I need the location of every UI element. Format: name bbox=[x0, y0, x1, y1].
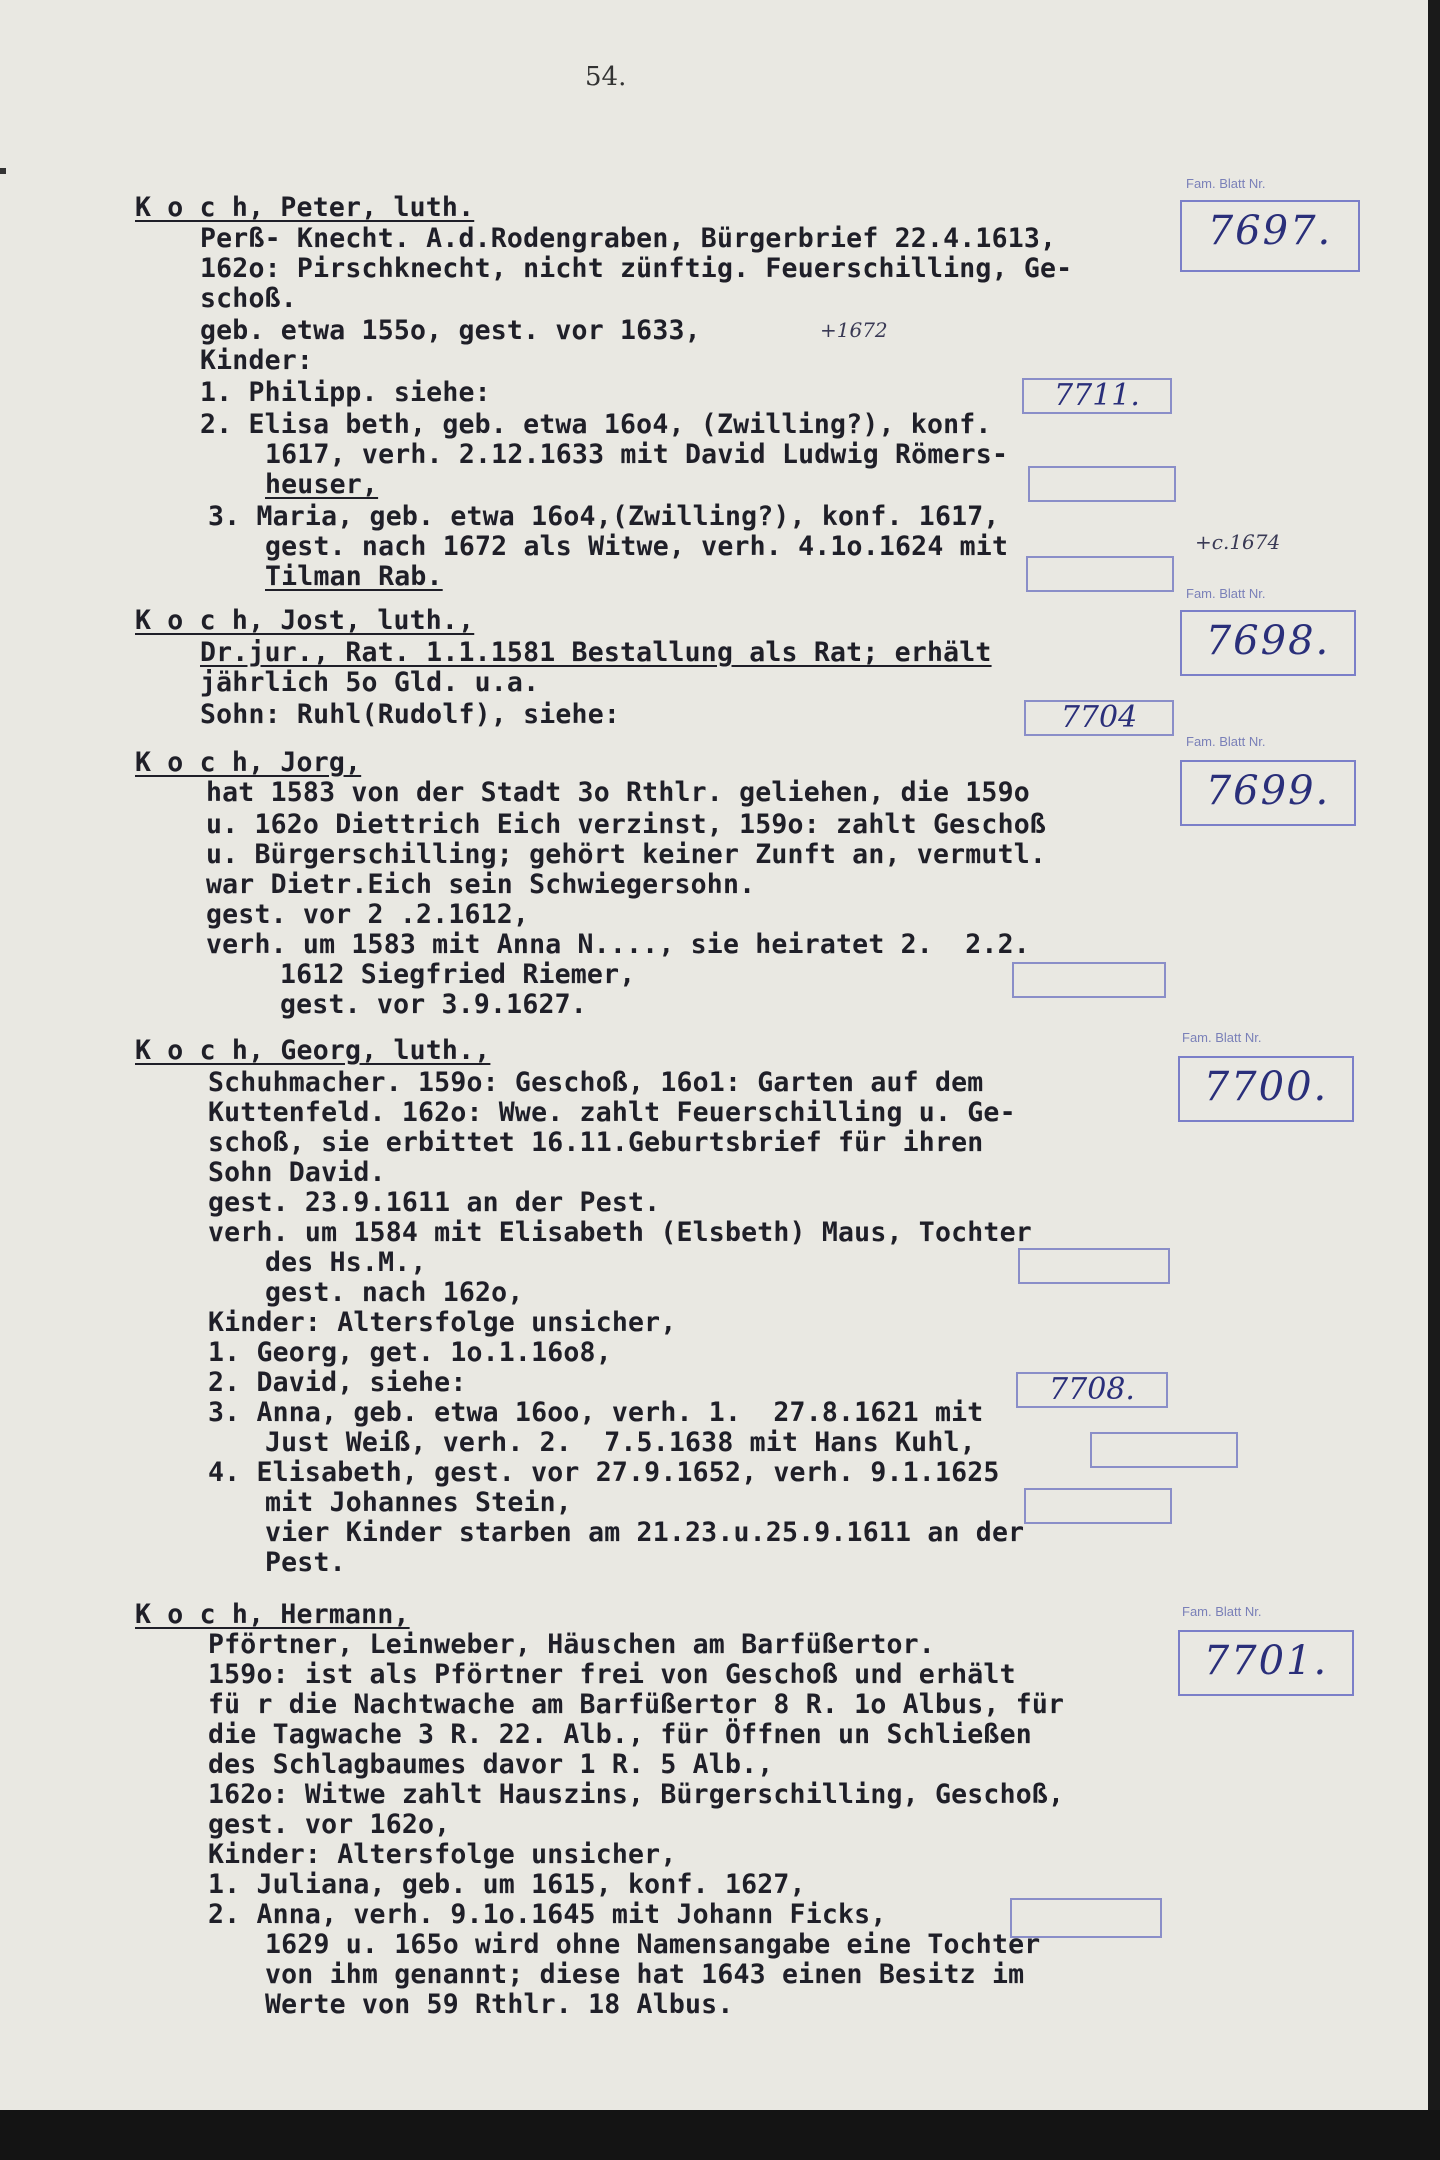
fam-number-box bbox=[1180, 760, 1356, 826]
reference-number: 7704 bbox=[1060, 700, 1138, 735]
entry-line: 162o: Witwe zahlt Hauszins, Bürgerschilling, Geschoß, bbox=[208, 1779, 1065, 1810]
entry-line: u. Bürgerschilling; gehört keiner Zunft an, vermutl. bbox=[206, 839, 1047, 870]
fam-number: 7697. bbox=[1207, 208, 1333, 254]
reference-box bbox=[1016, 1372, 1168, 1408]
fam-number: 7700. bbox=[1203, 1064, 1329, 1110]
entry-line: mit Johannes Stein, bbox=[265, 1487, 572, 1518]
pencil-note: +c.1674 bbox=[1195, 530, 1281, 554]
fam-number: 7699. bbox=[1205, 768, 1331, 814]
fam-blatt-label: Fam. Blatt Nr. bbox=[1186, 176, 1266, 191]
reference-box-empty bbox=[1028, 466, 1176, 502]
entry-heading: K o c h, Jost, luth., bbox=[135, 605, 475, 636]
scan-border bbox=[0, 2110, 1440, 2160]
entry-line: 159o: ist als Pförtner frei von Geschoß und erhält bbox=[208, 1659, 1016, 1690]
entry-line: gest. vor 162o, bbox=[208, 1809, 451, 1840]
fam-number: 7698. bbox=[1205, 618, 1331, 664]
entry-line: u. 162o Diettrich Eich verzinst, 159o: zahlt Geschoß bbox=[206, 809, 1047, 840]
entry-line: 1. Philipp. siehe: bbox=[200, 377, 491, 408]
reference-box bbox=[1024, 700, 1174, 736]
fam-blatt-label: Fam. Blatt Nr. bbox=[1186, 586, 1266, 601]
entry-line: Kinder: Altersfolge unsicher, bbox=[208, 1307, 677, 1338]
entry-line: Dr.jur., Rat. 1.1.1581 Bestallung als Rat; erhält bbox=[200, 637, 992, 668]
entry-heading: K o c h, Peter, luth. bbox=[135, 192, 475, 223]
entry-line: 1617, verh. 2.12.1633 mit David Ludwig Römers- bbox=[265, 439, 1009, 470]
entry-line: Just Weiß, verh. 2. 7.5.1638 mit Hans Kuhl, bbox=[265, 1427, 976, 1458]
entry-line: schoß, sie erbittet 16.11.Geburtsbrief für ihren bbox=[208, 1127, 984, 1158]
entry-line: verh. um 1584 mit Elisabeth (Elsbeth) Maus, Tochter bbox=[208, 1217, 1032, 1248]
entry-line: vier Kinder starben am 21.23.u.25.9.1611 an der bbox=[265, 1517, 1025, 1548]
entry-line: die Tagwache 3 R. 22. Alb., für Öffnen un Schließen bbox=[208, 1719, 1032, 1750]
pencil-note: +1672 bbox=[820, 318, 888, 342]
entry-line: jährlich 5o Gld. u.a. bbox=[200, 667, 540, 698]
entry-line: 3. Anna, geb. etwa 16oo, verh. 1. 27.8.1621 mit bbox=[208, 1397, 984, 1428]
fam-number: 7701. bbox=[1203, 1638, 1329, 1684]
entry-line: fü r die Nachtwache am Barfüßertor 8 R. 1o Albus, für bbox=[208, 1689, 1065, 1720]
entry-line: Sohn: Ruhl(Rudolf), siehe: bbox=[200, 699, 621, 730]
entry-line: heuser, bbox=[265, 469, 379, 500]
entry-line: 2. Anna, verh. 9.1o.1645 mit Johann Ficks, bbox=[208, 1899, 887, 1930]
entry-heading: K o c h, Georg, luth., bbox=[135, 1035, 491, 1066]
fam-number-box bbox=[1180, 610, 1356, 676]
reference-box-empty bbox=[1024, 1488, 1172, 1524]
entry-line: gest. vor 2 .2.1612, bbox=[206, 899, 530, 930]
entry-line: 162o: Pirschknecht, nicht zünftig. Feuerschilling, Ge- bbox=[200, 253, 1073, 284]
entry-line: 2. David, siehe: bbox=[208, 1367, 467, 1398]
entry-line: 1612 Siegfried Riemer, bbox=[280, 959, 636, 990]
reference-box-empty bbox=[1012, 962, 1166, 998]
entry-line: Pförtner, Leinweber, Häuschen am Barfüßertor. bbox=[208, 1629, 935, 1660]
entry-line: gest. 23.9.1611 an der Pest. bbox=[208, 1187, 661, 1218]
entry-line: 2. Elisa beth, geb. etwa 16o4, (Zwilling?), konf. bbox=[200, 409, 992, 440]
entry-heading: K o c h, Hermann, bbox=[135, 1599, 410, 1630]
reference-box-empty bbox=[1026, 556, 1174, 592]
entry-line: gest. vor 3.9.1627. bbox=[280, 989, 587, 1020]
entry-line: war Dietr.Eich sein Schwiegersohn. bbox=[206, 869, 756, 900]
entry-line: Perß- Knecht. A.d.Rodengraben, Bürgerbrief 22.4.1613, bbox=[200, 223, 1057, 254]
entry-line: Schuhmacher. 159o: Geschoß, 16o1: Garten auf dem bbox=[208, 1067, 984, 1098]
entry-line: verh. um 1583 mit Anna N...., sie heiratet 2. 2.2. bbox=[206, 929, 1030, 960]
fam-number-box bbox=[1178, 1630, 1354, 1696]
entry-line: geb. etwa 155o, gest. vor 1633, bbox=[200, 315, 701, 346]
page-edge-mark bbox=[0, 168, 6, 174]
page-number: 54. bbox=[585, 62, 627, 92]
entry-line: Pest. bbox=[265, 1547, 346, 1578]
fam-blatt-label: Fam. Blatt Nr. bbox=[1182, 1030, 1262, 1045]
reference-box-empty bbox=[1018, 1248, 1170, 1284]
entry-heading: K o c h, Jorg, bbox=[135, 747, 362, 778]
fam-number-box bbox=[1180, 200, 1360, 272]
entry-line: Kinder: bbox=[200, 345, 314, 376]
entry-line: 1. Georg, get. 1o.1.16o8, bbox=[208, 1337, 612, 1368]
entry-line: 3. Maria, geb. etwa 16o4,(Zwilling?), konf. 1617, bbox=[208, 501, 1000, 532]
entry-line: 1. Juliana, geb. um 1615, konf. 1627, bbox=[208, 1869, 806, 1900]
reference-box-empty bbox=[1010, 1898, 1162, 1938]
fam-blatt-label: Fam. Blatt Nr. bbox=[1186, 734, 1266, 749]
fam-number-box bbox=[1178, 1056, 1354, 1122]
reference-box bbox=[1022, 378, 1172, 414]
entry-line: des Hs.M., bbox=[265, 1247, 427, 1278]
entry-line: Kinder: Altersfolge unsicher, bbox=[208, 1839, 677, 1870]
reference-number: 7708. bbox=[1049, 1372, 1135, 1407]
entry-line: Tilman Rab. bbox=[265, 561, 443, 592]
entry-line: gest. nach 162o, bbox=[265, 1277, 524, 1308]
entry-line: Kuttenfeld. 162o: Wwe. zahlt Feuerschilling u. Ge- bbox=[208, 1097, 1016, 1128]
entry-line: 4. Elisabeth, gest. vor 27.9.1652, verh. 9.1.1625 bbox=[208, 1457, 1000, 1488]
entry-line: des Schlagbaumes davor 1 R. 5 Alb., bbox=[208, 1749, 774, 1780]
entry-line: Werte von 59 Rthlr. 18 Albus. bbox=[265, 1989, 734, 2020]
entry-line: von ihm genannt; diese hat 1643 einen Besitz im bbox=[265, 1959, 1025, 1990]
entry-line: Sohn David. bbox=[208, 1157, 386, 1188]
reference-box-empty bbox=[1090, 1432, 1238, 1468]
fam-blatt-label: Fam. Blatt Nr. bbox=[1182, 1604, 1262, 1619]
entry-line: schoß. bbox=[200, 283, 297, 314]
reference-number: 7711. bbox=[1054, 378, 1140, 413]
entry-line: 1629 u. 165o wird ohne Namensangabe eine Tochter bbox=[265, 1929, 1041, 1960]
entry-line: gest. nach 1672 als Witwe, verh. 4.1o.1624 mit bbox=[265, 531, 1009, 562]
entry-line: hat 1583 von der Stadt 3o Rthlr. geliehen, die 159o bbox=[206, 777, 1030, 808]
